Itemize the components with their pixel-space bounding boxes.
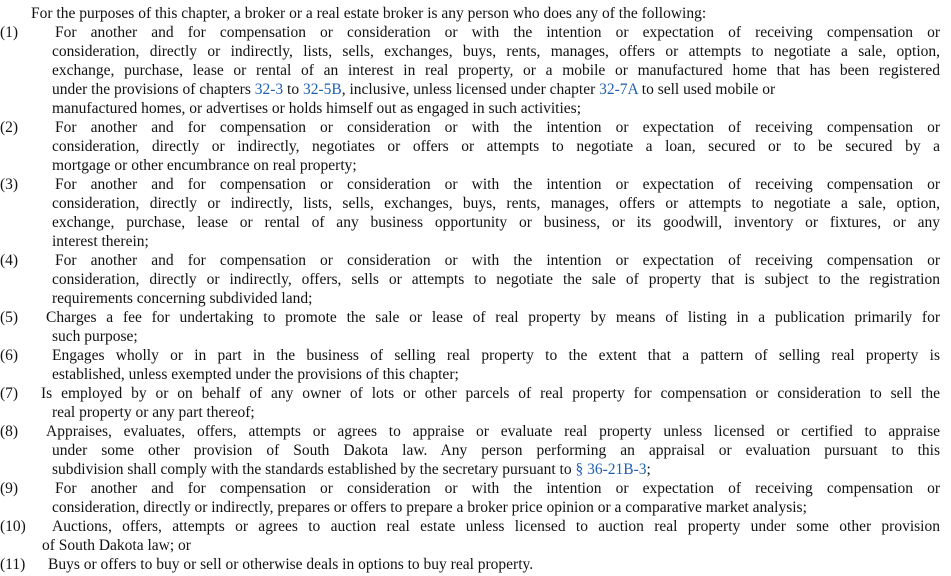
link-chapter-32-5b[interactable]: 32-5B	[302, 81, 342, 98]
subdivision-number: (4)	[0, 252, 19, 269]
subdivision-number: (2)	[0, 119, 19, 136]
subdivision-text: Charges a fee for undertaking to promote the sale or lease of real property by means of listing in a publication primarily for such purpose;	[46, 309, 940, 345]
subdivision-number: (7)	[0, 385, 19, 402]
subdivision-number: (10)	[0, 518, 26, 535]
subdivision-number: (8)	[0, 423, 19, 440]
subdivision-text: Auctions, offers, attempts or agrees to auction real estate unless licensed to auction real property under some other provision of South Dakota law; or	[42, 518, 940, 554]
link-section-36-21b-3[interactable]: § 36-21B-3	[575, 461, 647, 478]
subdivision-number: (6)	[0, 347, 19, 364]
subdivision-text: For another and for compensation or consideration or with the intention or expectation of receiving compensation or consideration, directly or indirectly, negotiates or offers or attempts to negotiate a loan, secured or to be secured by a mortgage or other encumbrance on real property;	[52, 119, 940, 174]
link-chapter-32-3[interactable]: 32-3	[254, 81, 284, 98]
subdivision-text: For another and for compensation or consideration or with the intention or expectation of receiving compensation or consideration, directly or indirectly, offers, sells or attempts to negotiate the sale of property that is subject to the registration requirements concerning subdivided land;	[52, 252, 940, 307]
subdivision-text: Is employed by or on behalf of any owner of lots or other parcels of real property for compensation or consideration to sell the real property or any part thereof;	[41, 385, 940, 421]
subdivision-text: Engages wholly or in part in the business of selling real property to the extent that a pattern of selling real property is established, unless exempted under the provisions of this chapter;	[52, 347, 940, 383]
subdivision-text: For another and for compensation or consideration or with the intention or expectation of receiving compensation or consideration, directly or indirectly, prepares or offers to prepare a broker price opinion or a comparative market analysis;	[52, 480, 940, 516]
subdivision-text: For another and for compensation or consideration or with the intention or expectation of receiving compensation or consideration, directly or indirectly, lists, sells, exchanges, buys, rents, manages, offers or attempts to negotiate a sale, option, exchange, purchase, lease or rental of an interest in real property, or a mobile or manufactured home that has been registered under the provisions of chapters 32-3 to 32-5B, inclusive, unless licensed under chapter 32-7A to sell used mobile or manufactured homes, or advertises or holds himself out as engaged in such activities;	[52, 24, 940, 117]
subdivision-number: (1)	[0, 24, 19, 41]
intro-paragraph: For the purposes of this chapter, a broker or a real estate broker is any person who does any of the following:	[31, 5, 707, 22]
subdivision-number: (5)	[0, 309, 19, 326]
subdivision-text: Appraises, evaluates, offers, attempts or agrees to appraise or evaluate real property unless licensed or certified to appraise under some other provision of South Dakota law. Any person performing an appraisal or evaluation pursuant to this subdivision shall comply with the standards established by the secretary pursuant to § 36-21B-3;	[46, 423, 940, 478]
subdivision-number: (9)	[0, 480, 19, 497]
link-chapter-32-7a[interactable]: 32-7A	[599, 81, 638, 98]
subdivision-number: (3)	[0, 176, 19, 193]
subdivision-text: Buys or offers to buy or sell or otherwise deals in options to buy real property.	[48, 556, 534, 573]
subdivision-text: For another and for compensation or consideration or with the intention or expectation of receiving compensation or consideration, directly or indirectly, lists, sells, exchanges, buys, rents, manages, offers or attempts to negotiate a sale, option, exchange, purchase, lease or rental of any business opportunity or business, or its goodwill, inventory or fixtures, or any interest therein;	[52, 176, 940, 250]
subdivision-number: (11)	[0, 556, 26, 573]
